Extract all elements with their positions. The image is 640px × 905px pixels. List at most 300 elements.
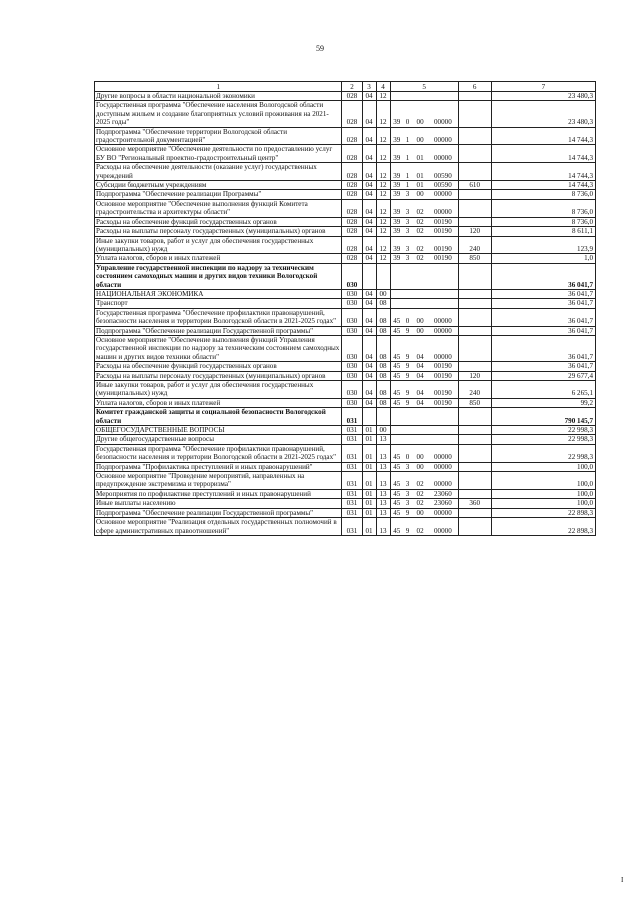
table-row bbox=[95, 199, 596, 217]
code-pr-cell: 08 bbox=[376, 398, 390, 407]
code-pr-cell: 12 bbox=[376, 217, 390, 226]
sum-cell: 8 736,0 bbox=[491, 199, 595, 217]
sum-cell: 100,0 bbox=[491, 499, 595, 508]
csr-subprogram-cell: 9 bbox=[403, 326, 412, 335]
row-name-cell: Уплата налогов, сборов и иных платежей bbox=[95, 254, 342, 263]
csr-event-cell: 02 bbox=[412, 236, 428, 254]
code-gr-cell: 028 bbox=[342, 190, 362, 199]
csr-direction-cell: 00190 bbox=[428, 236, 458, 254]
row-name-cell: Подпрограмма "Обеспечение реализации Государственной программы" bbox=[95, 508, 342, 517]
csr-direction-cell: 00000 bbox=[428, 190, 458, 199]
csr-subprogram-cell: 3 bbox=[403, 472, 412, 490]
code-rz-cell: 04 bbox=[362, 145, 376, 163]
csr-program-cell: 39 bbox=[390, 227, 403, 236]
code-rz-cell: 04 bbox=[362, 227, 376, 236]
csr-direction-cell: 00590 bbox=[428, 181, 458, 190]
csr-subprogram-cell: 3 bbox=[403, 227, 412, 236]
row-name-cell: Субсидии бюджетным учреждениям bbox=[95, 181, 342, 190]
table-row bbox=[95, 426, 596, 435]
csr-direction-cell bbox=[428, 426, 458, 435]
table-body bbox=[95, 92, 596, 536]
sum-cell: 22 998,3 bbox=[491, 444, 595, 462]
csr-program-cell: 39 bbox=[390, 236, 403, 254]
csr-event-cell: 02 bbox=[412, 254, 428, 263]
csr-subprogram-cell bbox=[403, 426, 412, 435]
csr-program-cell: 39 bbox=[390, 145, 403, 163]
row-name-cell: Государственная программа "Обеспечение профилактики правонарушений, безопасности населения и территории Вологодской области в 2021-2025 годах" bbox=[95, 444, 342, 462]
csr-program-cell: 45 bbox=[390, 508, 403, 517]
code-rz-cell: 04 bbox=[362, 101, 376, 127]
csr-direction-cell: 00000 bbox=[428, 518, 458, 536]
code-gr-cell: 028 bbox=[342, 101, 362, 127]
csr-event-cell: 04 bbox=[412, 335, 428, 361]
table-row bbox=[95, 145, 596, 163]
table-row bbox=[95, 326, 596, 335]
code-vr-cell bbox=[458, 508, 491, 517]
table-row bbox=[95, 92, 596, 101]
sum-cell: 36 041,7 bbox=[491, 289, 595, 298]
code-pr-cell: 13 bbox=[376, 462, 390, 471]
table-row bbox=[95, 362, 596, 371]
code-rz-cell: 01 bbox=[362, 435, 376, 444]
table-row bbox=[95, 435, 596, 444]
row-name-cell: Другие вопросы в области национальной экономики bbox=[95, 92, 342, 101]
code-pr-cell: 13 bbox=[376, 508, 390, 517]
code-vr-cell bbox=[458, 127, 491, 145]
code-gr-cell: 028 bbox=[342, 145, 362, 163]
row-name-cell: Государственная программа "Обеспечение населения Вологодской области доступным жильем и создание благоприятных условий проживания на 2021-2025 годы" bbox=[95, 101, 342, 127]
code-vr-cell bbox=[458, 190, 491, 199]
csr-direction-cell: 00190 bbox=[428, 381, 458, 399]
code-vr-cell: 120 bbox=[458, 227, 491, 236]
csr-direction-cell: 00000 bbox=[428, 308, 458, 326]
sum-cell: 8 736,0 bbox=[491, 217, 595, 226]
row-name-cell: НАЦИОНАЛЬНАЯ ЭКОНОМИКА bbox=[95, 289, 342, 298]
row-name-cell: Подпрограмма "Профилактика преступлений и иных правонарушений" bbox=[95, 462, 342, 471]
code-pr-cell: 08 bbox=[376, 371, 390, 380]
csr-program-cell: 45 bbox=[390, 326, 403, 335]
code-rz-cell: 04 bbox=[362, 181, 376, 190]
code-rz-cell: 01 bbox=[362, 489, 376, 498]
csr-direction-cell: 00000 bbox=[428, 508, 458, 517]
csr-event-cell bbox=[412, 435, 428, 444]
csr-subprogram-cell bbox=[403, 263, 412, 289]
csr-subprogram-cell: 9 bbox=[403, 518, 412, 536]
table-row bbox=[95, 518, 596, 536]
csr-subprogram-cell: 3 bbox=[403, 236, 412, 254]
row-name-cell: Основное мероприятие "Обеспечение деятельности по предоставлению услуг БУ ВО "Региональный проектно-градостроительный центр" bbox=[95, 145, 342, 163]
code-pr-cell: 08 bbox=[376, 326, 390, 335]
csr-program-cell: 39 bbox=[390, 199, 403, 217]
code-pr-cell: 08 bbox=[376, 381, 390, 399]
sum-cell: 36 041,7 bbox=[491, 335, 595, 361]
csr-direction-cell bbox=[428, 263, 458, 289]
code-rz-cell: 01 bbox=[362, 499, 376, 508]
table-row bbox=[95, 489, 596, 498]
csr-direction-cell: 00190 bbox=[428, 254, 458, 263]
table-row bbox=[95, 236, 596, 254]
sum-cell: 14 744,3 bbox=[491, 163, 595, 181]
csr-program-cell: 45 bbox=[390, 308, 403, 326]
sum-cell: 14 744,3 bbox=[491, 127, 595, 145]
code-vr-cell bbox=[458, 299, 491, 308]
sum-cell: 36 041,7 bbox=[491, 299, 595, 308]
code-vr-cell bbox=[458, 426, 491, 435]
code-pr-cell: 13 bbox=[376, 489, 390, 498]
header-cell-3: 3 bbox=[362, 82, 376, 92]
row-name-cell: Другие общегосударственные вопросы bbox=[95, 435, 342, 444]
code-gr-cell: 031 bbox=[342, 518, 362, 536]
row-name-cell: Иные закупки товаров, работ и услуг для обеспечения государственных (муниципальных) нужд bbox=[95, 381, 342, 399]
csr-subprogram-cell: 3 bbox=[403, 254, 412, 263]
csr-program-cell: 45 bbox=[390, 362, 403, 371]
code-gr-cell: 030 bbox=[342, 326, 362, 335]
csr-program-cell bbox=[390, 435, 403, 444]
csr-direction-cell: 00190 bbox=[428, 217, 458, 226]
sum-cell: 36 041,7 bbox=[491, 263, 595, 289]
table-row bbox=[95, 371, 596, 380]
sum-cell: 100,0 bbox=[491, 462, 595, 471]
sum-cell: 22 998,3 bbox=[491, 426, 595, 435]
table-row bbox=[95, 163, 596, 181]
code-vr-cell bbox=[458, 145, 491, 163]
csr-direction-cell: 00190 bbox=[428, 362, 458, 371]
code-pr-cell: 00 bbox=[376, 289, 390, 298]
code-pr-cell: 12 bbox=[376, 236, 390, 254]
code-pr-cell: 12 bbox=[376, 127, 390, 145]
csr-event-cell: 00 bbox=[412, 326, 428, 335]
code-vr-cell: 360 bbox=[458, 499, 491, 508]
csr-direction-cell: 00000 bbox=[428, 101, 458, 127]
sum-cell: 23 480,3 bbox=[491, 101, 595, 127]
csr-direction-cell: 00000 bbox=[428, 462, 458, 471]
csr-event-cell: 02 bbox=[412, 217, 428, 226]
csr-event-cell bbox=[412, 408, 428, 426]
code-rz-cell: 01 bbox=[362, 462, 376, 471]
row-name-cell: Расходы на выплаты персоналу государственных (муниципальных) органов bbox=[95, 371, 342, 380]
sum-cell: 8 611,1 bbox=[491, 227, 595, 236]
csr-subprogram-cell: 1 bbox=[403, 127, 412, 145]
code-vr-cell bbox=[458, 163, 491, 181]
header-cell-1: 1 bbox=[95, 82, 342, 92]
table-row bbox=[95, 227, 596, 236]
row-name-cell: Комитет гражданской защиты и социальной безопасности Вологодской области bbox=[95, 408, 342, 426]
code-pr-cell: 13 bbox=[376, 444, 390, 462]
table-row bbox=[95, 398, 596, 407]
csr-event-cell: 02 bbox=[412, 499, 428, 508]
sum-cell: 1,0 bbox=[491, 254, 595, 263]
row-name-cell: Транспорт bbox=[95, 299, 342, 308]
header-cell-7: 7 bbox=[491, 82, 595, 92]
code-rz-cell: 04 bbox=[362, 398, 376, 407]
code-vr-cell bbox=[458, 444, 491, 462]
csr-subprogram-cell bbox=[403, 289, 412, 298]
code-pr-cell: 08 bbox=[376, 299, 390, 308]
code-rz-cell bbox=[362, 408, 376, 426]
code-pr-cell: 12 bbox=[376, 199, 390, 217]
csr-subprogram-cell: 3 bbox=[403, 462, 412, 471]
code-vr-cell bbox=[458, 217, 491, 226]
csr-program-cell: 39 bbox=[390, 127, 403, 145]
code-rz-cell: 04 bbox=[362, 371, 376, 380]
csr-program-cell: 45 bbox=[390, 381, 403, 399]
code-gr-cell: 028 bbox=[342, 92, 362, 101]
csr-direction-cell: 00590 bbox=[428, 163, 458, 181]
table-row bbox=[95, 101, 596, 127]
code-rz-cell: 04 bbox=[362, 236, 376, 254]
code-gr-cell: 028 bbox=[342, 254, 362, 263]
csr-subprogram-cell: 9 bbox=[403, 398, 412, 407]
csr-subprogram-cell: 3 bbox=[403, 217, 412, 226]
csr-program-cell: 39 bbox=[390, 217, 403, 226]
row-name-cell: Расходы на обеспечение функций государственных органов bbox=[95, 362, 342, 371]
csr-event-cell: 00 bbox=[412, 444, 428, 462]
csr-direction-cell: 00190 bbox=[428, 398, 458, 407]
csr-subprogram-cell: 3 bbox=[403, 199, 412, 217]
csr-subprogram-cell: 9 bbox=[403, 362, 412, 371]
csr-subprogram-cell: 3 bbox=[403, 499, 412, 508]
code-rz-cell: 04 bbox=[362, 381, 376, 399]
csr-program-cell bbox=[390, 408, 403, 426]
code-vr-cell bbox=[458, 92, 491, 101]
code-vr-cell bbox=[458, 101, 491, 127]
sum-cell: 36 041,7 bbox=[491, 326, 595, 335]
csr-event-cell: 02 bbox=[412, 199, 428, 217]
csr-subprogram-cell: 9 bbox=[403, 508, 412, 517]
csr-subprogram-cell bbox=[403, 435, 412, 444]
sum-cell: 22 898,3 bbox=[491, 518, 595, 536]
csr-event-cell: 04 bbox=[412, 362, 428, 371]
row-name-cell: Основное мероприятие "Обеспечение выполнения функций Комитета градостроительства и архитектуры области" bbox=[95, 199, 342, 217]
code-gr-cell: 031 bbox=[342, 462, 362, 471]
budget-table bbox=[94, 81, 596, 536]
csr-event-cell: 04 bbox=[412, 381, 428, 399]
csr-program-cell: 45 bbox=[390, 472, 403, 490]
row-name-cell: Государственная программа "Обеспечение профилактики правонарушений, безопасности населения и территории Вологодской области в 2021-2025 годах" bbox=[95, 308, 342, 326]
sum-cell: 100,0 bbox=[491, 489, 595, 498]
csr-subprogram-cell bbox=[403, 92, 412, 101]
table-row bbox=[95, 190, 596, 199]
sum-cell: 23 480,3 bbox=[491, 92, 595, 101]
code-rz-cell: 04 bbox=[362, 127, 376, 145]
code-rz-cell: 04 bbox=[362, 190, 376, 199]
code-gr-cell: 030 bbox=[342, 289, 362, 298]
table-row bbox=[95, 181, 596, 190]
code-rz-cell bbox=[362, 263, 376, 289]
code-gr-cell: 030 bbox=[342, 381, 362, 399]
csr-program-cell: 45 bbox=[390, 444, 403, 462]
row-name-cell: Иные закупки товаров, работ и услуг для обеспечения государственных (муниципальных) нужд bbox=[95, 236, 342, 254]
code-vr-cell bbox=[458, 199, 491, 217]
sum-cell: 123,9 bbox=[491, 236, 595, 254]
code-pr-cell: 12 bbox=[376, 92, 390, 101]
header-cell-5: 5 bbox=[390, 82, 458, 92]
code-gr-cell: 028 bbox=[342, 236, 362, 254]
csr-event-cell: 02 bbox=[412, 227, 428, 236]
csr-event-cell: 02 bbox=[412, 489, 428, 498]
row-name-cell: Расходы на обеспечение функций государственных органов bbox=[95, 217, 342, 226]
csr-event-cell: 04 bbox=[412, 398, 428, 407]
code-vr-cell: 240 bbox=[458, 236, 491, 254]
code-vr-cell bbox=[458, 462, 491, 471]
code-gr-cell: 030 bbox=[342, 335, 362, 361]
csr-direction-cell: 00190 bbox=[428, 371, 458, 380]
csr-direction-cell: 23060 bbox=[428, 499, 458, 508]
table-row bbox=[95, 462, 596, 471]
code-pr-cell: 00 bbox=[376, 426, 390, 435]
sum-cell: 6 265,1 bbox=[491, 381, 595, 399]
csr-program-cell bbox=[390, 92, 403, 101]
code-rz-cell: 04 bbox=[362, 254, 376, 263]
row-name-cell: Подпрограмма "Обеспечение реализации Программы" bbox=[95, 190, 342, 199]
csr-program-cell: 45 bbox=[390, 462, 403, 471]
code-pr-cell: 12 bbox=[376, 163, 390, 181]
csr-event-cell: 00 bbox=[412, 462, 428, 471]
csr-program-cell: 39 bbox=[390, 190, 403, 199]
csr-subprogram-cell: 3 bbox=[403, 190, 412, 199]
code-rz-cell: 04 bbox=[362, 335, 376, 361]
code-vr-cell bbox=[458, 362, 491, 371]
code-rz-cell: 04 bbox=[362, 326, 376, 335]
code-gr-cell: 031 bbox=[342, 489, 362, 498]
code-gr-cell: 030 bbox=[342, 371, 362, 380]
csr-subprogram-cell: 0 bbox=[403, 308, 412, 326]
csr-program-cell bbox=[390, 263, 403, 289]
code-pr-cell: 12 bbox=[376, 145, 390, 163]
code-rz-cell: 04 bbox=[362, 289, 376, 298]
csr-direction-cell: 00000 bbox=[428, 472, 458, 490]
table-row bbox=[95, 499, 596, 508]
code-pr-cell: 12 bbox=[376, 101, 390, 127]
row-name-cell: Мероприятия по профилактике преступлений и иных правонарушений bbox=[95, 489, 342, 498]
csr-program-cell bbox=[390, 426, 403, 435]
code-pr-cell bbox=[376, 263, 390, 289]
csr-program-cell: 45 bbox=[390, 489, 403, 498]
csr-event-cell: 04 bbox=[412, 371, 428, 380]
csr-event-cell bbox=[412, 263, 428, 289]
csr-subprogram-cell bbox=[403, 299, 412, 308]
code-rz-cell: 01 bbox=[362, 508, 376, 517]
sum-cell: 8 736,0 bbox=[491, 190, 595, 199]
csr-direction-cell: 00000 bbox=[428, 199, 458, 217]
csr-program-cell: 39 bbox=[390, 254, 403, 263]
code-vr-cell bbox=[458, 308, 491, 326]
code-gr-cell: 028 bbox=[342, 163, 362, 181]
row-name-cell: Расходы на обеспечение деятельности (оказание услуг) государственных учреждений bbox=[95, 163, 342, 181]
code-gr-cell: 031 bbox=[342, 426, 362, 435]
code-rz-cell: 04 bbox=[362, 299, 376, 308]
sum-cell: 14 744,3 bbox=[491, 181, 595, 190]
csr-event-cell: 00 bbox=[412, 308, 428, 326]
row-name-cell: Основное мероприятие "Проведение мероприятий, направленных на предупреждение экстремизма и терроризма" bbox=[95, 472, 342, 490]
table-row bbox=[95, 308, 596, 326]
code-pr-cell: 12 bbox=[376, 254, 390, 263]
code-gr-cell: 028 bbox=[342, 127, 362, 145]
csr-program-cell bbox=[390, 299, 403, 308]
code-vr-cell: 120 bbox=[458, 371, 491, 380]
row-name-cell: Расходы на выплаты персоналу государственных (муниципальных) органов bbox=[95, 227, 342, 236]
code-rz-cell: 04 bbox=[362, 217, 376, 226]
code-vr-cell bbox=[458, 472, 491, 490]
csr-program-cell: 45 bbox=[390, 398, 403, 407]
table-row bbox=[95, 444, 596, 462]
sum-cell: 790 145,7 bbox=[491, 408, 595, 426]
table-row bbox=[95, 508, 596, 517]
csr-event-cell: 00 bbox=[412, 190, 428, 199]
csr-subprogram-cell: 1 bbox=[403, 181, 412, 190]
row-name-cell: ОБЩЕГОСУДАРСТВЕННЫЕ ВОПРОСЫ bbox=[95, 426, 342, 435]
csr-subprogram-cell: 1 bbox=[403, 145, 412, 163]
header-cell-6: 6 bbox=[458, 82, 491, 92]
csr-event-cell: 01 bbox=[412, 145, 428, 163]
csr-event-cell: 02 bbox=[412, 472, 428, 490]
csr-program-cell: 39 bbox=[390, 163, 403, 181]
csr-program-cell: 39 bbox=[390, 181, 403, 190]
row-name-cell: Управление государственной инспекции по надзору за техническим состоянием самоходных машин и других видов техники Вологодской области bbox=[95, 263, 342, 289]
code-rz-cell: 01 bbox=[362, 518, 376, 536]
code-gr-cell: 030 bbox=[342, 308, 362, 326]
sum-cell: 100,0 bbox=[491, 472, 595, 490]
csr-event-cell: 01 bbox=[412, 163, 428, 181]
csr-program-cell: 45 bbox=[390, 335, 403, 361]
csr-program-cell bbox=[390, 289, 403, 298]
csr-event-cell bbox=[412, 92, 428, 101]
code-rz-cell: 01 bbox=[362, 426, 376, 435]
code-rz-cell: 04 bbox=[362, 199, 376, 217]
csr-direction-cell: 00000 bbox=[428, 127, 458, 145]
csr-event-cell: 01 bbox=[412, 181, 428, 190]
code-vr-cell: 240 bbox=[458, 381, 491, 399]
row-name-cell: Уплата налогов, сборов и иных платежей bbox=[95, 398, 342, 407]
csr-program-cell: 45 bbox=[390, 499, 403, 508]
csr-direction-cell: 00000 bbox=[428, 444, 458, 462]
code-gr-cell: 030 bbox=[342, 299, 362, 308]
table-row bbox=[95, 408, 596, 426]
sum-cell: 14 744,3 bbox=[491, 145, 595, 163]
code-pr-cell: 12 bbox=[376, 181, 390, 190]
code-vr-cell bbox=[458, 435, 491, 444]
csr-program-cell: 39 bbox=[390, 101, 403, 127]
csr-direction-cell bbox=[428, 435, 458, 444]
code-pr-cell bbox=[376, 408, 390, 426]
code-vr-cell bbox=[458, 263, 491, 289]
sum-cell: 99,2 bbox=[491, 398, 595, 407]
code-pr-cell: 13 bbox=[376, 518, 390, 536]
csr-subprogram-cell: 9 bbox=[403, 371, 412, 380]
csr-subprogram-cell: 0 bbox=[403, 101, 412, 127]
code-rz-cell: 04 bbox=[362, 308, 376, 326]
code-rz-cell: 04 bbox=[362, 92, 376, 101]
code-pr-cell: 08 bbox=[376, 362, 390, 371]
code-pr-cell: 12 bbox=[376, 190, 390, 199]
table-row bbox=[95, 299, 596, 308]
code-pr-cell: 08 bbox=[376, 308, 390, 326]
csr-direction-cell bbox=[428, 289, 458, 298]
table-row bbox=[95, 335, 596, 361]
csr-program-cell: 45 bbox=[390, 371, 403, 380]
sum-cell: 36 041,7 bbox=[491, 362, 595, 371]
header-cell-2: 2 bbox=[342, 82, 362, 92]
code-vr-cell bbox=[458, 408, 491, 426]
csr-direction-cell bbox=[428, 408, 458, 426]
code-rz-cell: 04 bbox=[362, 362, 376, 371]
code-rz-cell: 04 bbox=[362, 163, 376, 181]
sum-cell: 22 898,3 bbox=[491, 508, 595, 517]
code-gr-cell: 031 bbox=[342, 508, 362, 517]
code-gr-cell: 028 bbox=[342, 227, 362, 236]
code-gr-cell: 031 bbox=[342, 499, 362, 508]
csr-direction-cell: 00190 bbox=[428, 227, 458, 236]
